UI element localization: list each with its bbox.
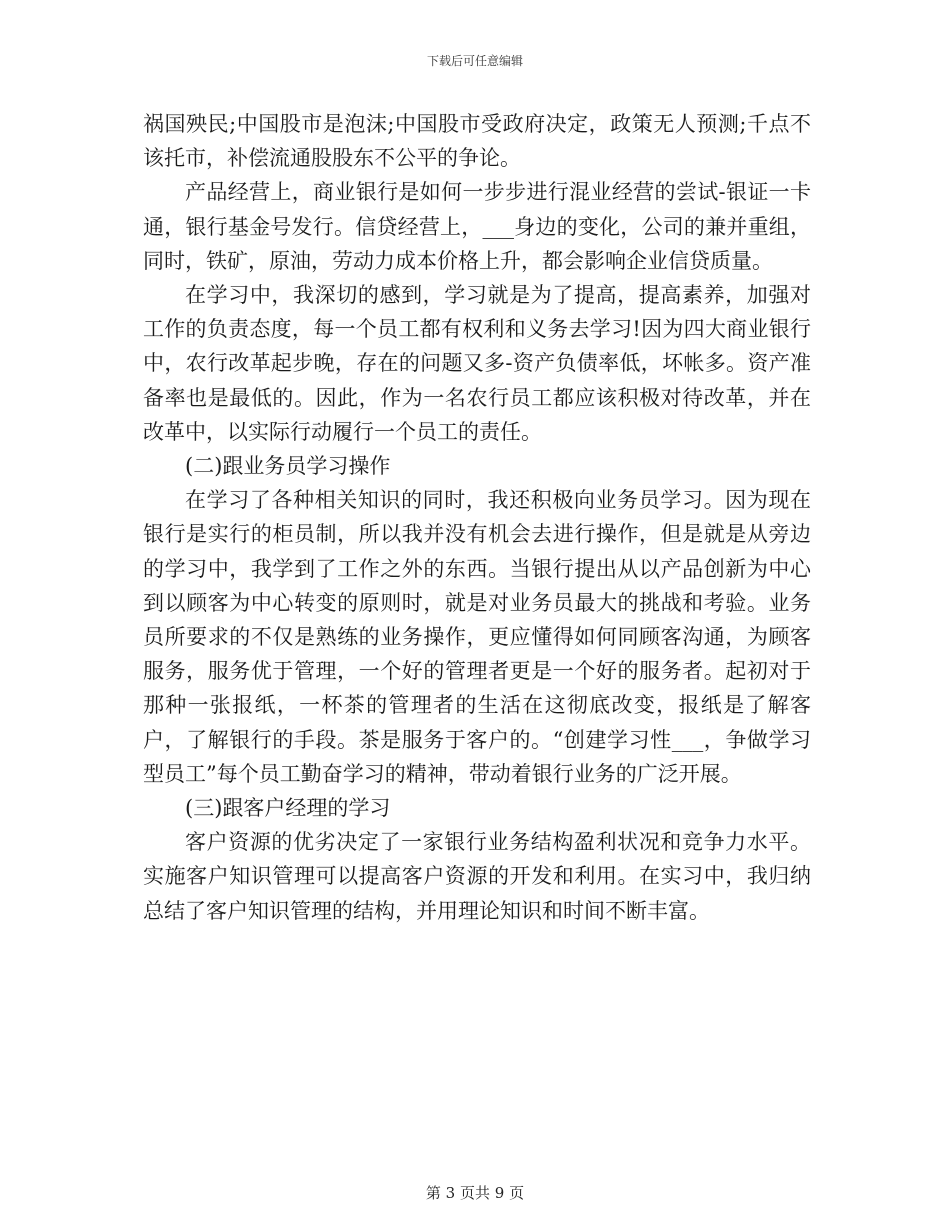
section-heading-teller-learning: (二)跟业务员学习操作: [185, 454, 391, 479]
paragraph-continuation: 祸国殃民;中国股市是泡沫;中国股市受政府决定，政策无人预测;千点不该托市，补偿流通股股东不公平的争论。: [143, 112, 811, 171]
page-header: 下载后可任意编辑: [426, 54, 523, 68]
document-body: [143, 107, 811, 928]
paragraph-customer-knowledge: 客户资源的优劣决定了一家银行业务结构盈利状况和竞争力水平。实施客户知识管理可以提高客户资源的开发和利用。在实习中，我归纳总结了客户知识管理的结构，并用理论知识和时间不断丰富。: [143, 830, 811, 923]
paragraph-product-operations: 产品经营上，商业银行是如何一步步进行混业经营的尝试-银证一卡通，银行基金号发行。信贷经营上，___身边的变化，公司的兼并重组，同时，铁矿，原油，劳动力成本价格上升，都会影响企业信贷质量。: [143, 180, 811, 273]
page-footer: 第 3 页共 9 页: [425, 1184, 525, 1202]
section-heading-account-manager: (三)跟客户经理的学习: [185, 796, 391, 821]
paragraph-teller-learning: 在学习了各种相关知识的同时，我还积极向业务员学习。因为现在银行是实行的柜员制，所以我并没有机会去进行操作，但是就是从旁边的学习中，我学到了工作之外的东西。当银行提出从以产品创新为中心到以顾客为中心转变的原则时，就是对业务员最大的挑战和考验。业务员所要求的不仅是熟练的业务操作，更应懂得如何同顾客沟通，为顾客服务，服务优于管理，一个好的管理者更是一个好的服务者。起初对于那种一张报纸，一杯茶的管理者的生活在这彻底改变，报纸是了解客户，了解银行的手段。茶是服务于客户的。“创建学习性___，争做学习型员工”每个员工勤奋学习的精神，带动着银行业务的广泛开展。: [143, 488, 811, 786]
paragraph-learning-reflection: 在学习中，我深切的感到，学习就是为了提高，提高素养，加强对工作的负责态度，每一个员工都有权利和义务去学习!因为四大商业银行中，农行改革起步晚，存在的问题又多-资产负债率低，坏帐多。资产准备率也是最低的。因此，作为一名农行员工都应该积极对待改革，并在改革中，以实际行动履行一个员工的责任。: [143, 283, 811, 444]
